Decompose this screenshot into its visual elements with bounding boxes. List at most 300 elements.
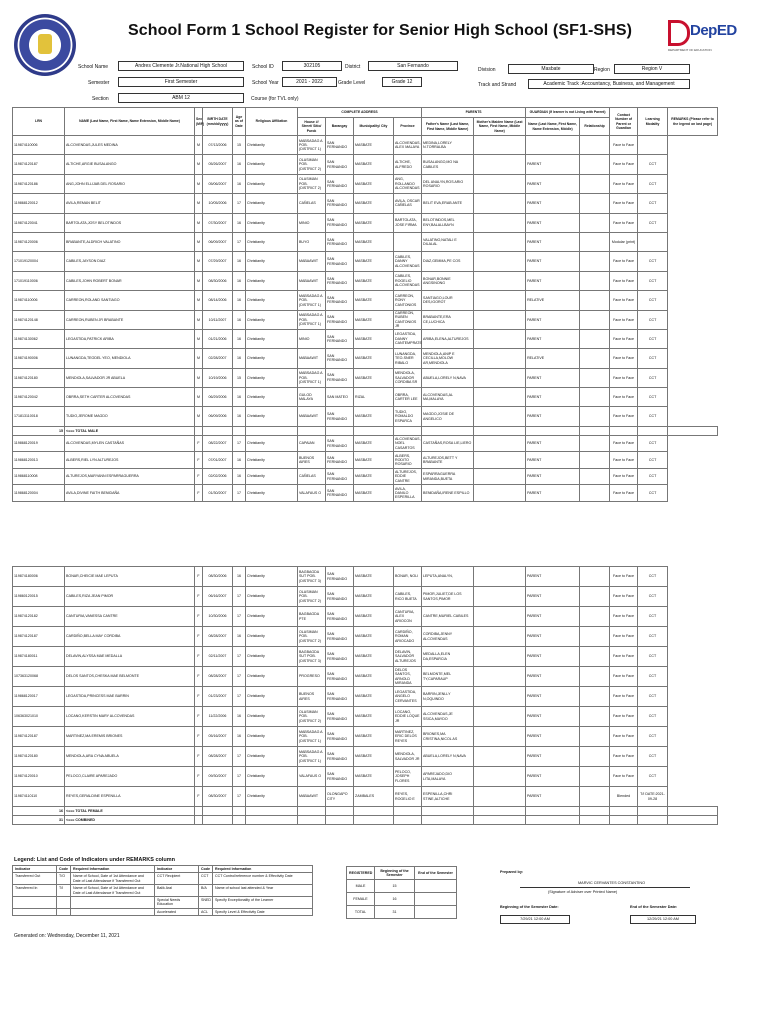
table-cell: 16 <box>233 155 246 174</box>
table-cell: M <box>195 252 203 271</box>
table-cell: 17 <box>233 587 246 607</box>
table-cell: REYES, ROGELIO E <box>394 787 422 807</box>
header-birth-date: BIRTH DATE (mm/dd/yyyy) <box>203 108 233 136</box>
table-cell: LEGASTIDA, ANGELO CERVANTES <box>394 687 422 707</box>
table-cell: M <box>195 368 203 387</box>
page-title: School Form 1 School Register for Senior High School (SF1-SHS) <box>128 22 633 39</box>
table-cell: MASBATE <box>354 727 394 747</box>
table-cell: 171813110018 <box>13 407 65 426</box>
table-cell <box>580 310 610 329</box>
table-row <box>13 767 718 787</box>
table-cell: MASBATE <box>354 747 394 767</box>
table-cell <box>474 368 526 387</box>
table-cell <box>474 727 526 747</box>
table-cell: Face to Face <box>610 767 638 787</box>
table-cell: ABUELA,LORELY N,NAVA <box>422 747 474 767</box>
table-cell: CANTURIA,VANESSA CANTRE <box>65 607 195 627</box>
table-cell: RELATIVE <box>526 291 580 310</box>
table-cell: 119868120013 <box>13 452 65 469</box>
table-cell: PARENT <box>526 271 580 290</box>
section-field[interactable]: ABM 12 <box>118 93 244 103</box>
table-cell: CCT <box>638 194 668 213</box>
header-lrn: LRN <box>13 108 65 136</box>
table-cell: 08/30/2007 <box>203 787 233 807</box>
table-cell: LUNANGDA, TEO-SNER RIBALO <box>394 349 422 368</box>
table-cell: MASBATE <box>354 310 394 329</box>
district-label: District <box>345 64 361 70</box>
table-cell: Christianity <box>246 407 298 426</box>
count-cell: FEMALE <box>347 893 375 906</box>
table-cell: Christianity <box>246 271 298 290</box>
table-cell: CCT <box>638 349 668 368</box>
table-cell: Christianity <box>246 310 298 329</box>
course-label: Course (for TVL only) <box>251 96 299 102</box>
table-cell: MASBATE <box>354 174 394 193</box>
generated-on: Generated on: Wednesday, December 11, 2021 <box>14 933 120 939</box>
table-cell: SAN FERNANDO <box>326 647 354 667</box>
legend-cell: Specify Level & Effectivity Date <box>213 908 313 915</box>
table-cell: MENDIOLA,ANIP E CECILLA,MOLOW AR,MENDIOLA <box>422 349 474 368</box>
table-cell: MABSADAG A POB. (DISTRICT 1) <box>298 310 326 329</box>
table-cell <box>474 329 526 348</box>
table-cell: Christianity <box>246 747 298 767</box>
table-cell: PELOCO,CLAIRE APAREJADO <box>65 767 195 787</box>
table-cell: SAN FERNANDO <box>326 747 354 767</box>
table-cell: AVILA, OSCAR CAÑELAS <box>394 194 422 213</box>
table-cell: Face to Face <box>610 271 638 290</box>
table-cell: SAN FERNANDO <box>326 485 354 502</box>
table-cell: 10/11/2007 <box>203 310 233 329</box>
table-cell: F <box>195 435 203 452</box>
table-row <box>13 329 718 348</box>
total-combined-row-count: 31 <box>13 816 65 825</box>
school-year-field[interactable]: 2021 - 2022 <box>282 77 337 87</box>
table-row <box>13 687 718 707</box>
table-cell: Christianity <box>246 767 298 787</box>
table-cell: BAGBAGDA SUT POB. (DISTRICT 3) <box>298 567 326 587</box>
table-cell: Christianity <box>246 232 298 251</box>
table-cell: Christianity <box>246 468 298 485</box>
total-male-row-label: <=== TOTAL MALE <box>65 426 195 435</box>
table-cell: 07/13/2006 <box>203 136 233 155</box>
table-cell: MABAAWIT <box>298 252 326 271</box>
table-cell <box>474 174 526 193</box>
table-cell <box>638 136 668 155</box>
enrollment-count-table <box>346 866 457 919</box>
table-cell: ALCOVENDAS,MYLEN CASTAÑAS <box>65 435 195 452</box>
table-cell: F <box>195 727 203 747</box>
table-cell <box>474 349 526 368</box>
legend-header-cell: Indicator <box>13 866 57 873</box>
table-row <box>13 707 718 727</box>
table-cell: DELOS SANTOS, ARNOLD MIRANDA <box>394 667 422 687</box>
legend-cell <box>13 897 57 909</box>
table-cell <box>580 747 610 767</box>
table-cell <box>474 252 526 271</box>
section-label: Section <box>92 96 109 102</box>
table-cell: PARENT <box>526 213 580 232</box>
table-cell: MASBATE <box>354 452 394 469</box>
table-cell: Christianity <box>246 607 298 627</box>
table-cell: ALCOVENDAS,JULES MEDINA <box>65 136 195 155</box>
legend-cell: Balik Aral <box>155 885 199 897</box>
table-cell: 06/29/2006 <box>203 388 233 407</box>
legend-cell: SNED <box>199 897 213 909</box>
table-cell: 119874120187 <box>13 727 65 747</box>
table-cell <box>474 291 526 310</box>
table-cell <box>474 155 526 174</box>
table-cell: PELOCO, JOSEPH FLORES <box>394 767 422 787</box>
header-name: NAME (Last Name, First Name, Name Extension, Middle Name) <box>65 108 195 136</box>
count-cell: MALE <box>347 880 375 893</box>
table-cell: BUENOS AIRES <box>298 452 326 469</box>
table-cell: 08/28/2007 <box>203 747 233 767</box>
table-cell: 17 <box>233 667 246 687</box>
table-cell: Face to Face <box>610 587 638 607</box>
table-cell: LEPUTA,ANALYN, <box>422 567 474 587</box>
table-cell: F <box>195 707 203 727</box>
table-cell: MASBATE <box>354 194 394 213</box>
adviser-name: MARVIC CERVANTES CONSTANTINO <box>578 881 646 885</box>
table-cell: 01/23/2007 <box>203 687 233 707</box>
region-field[interactable]: Region V <box>614 64 690 74</box>
table-cell: BENIDAÑA,IRENE ESPILLO <box>422 485 474 502</box>
table-row <box>13 368 718 387</box>
table-cell: M <box>195 232 203 251</box>
table-cell: CCT <box>638 174 668 193</box>
table-cell <box>580 435 610 452</box>
table-cell: OLASIMAN POB. (DISTRICT 2) <box>298 707 326 727</box>
table-cell: 16 <box>233 349 246 368</box>
table-cell: 119874120182 <box>13 607 65 627</box>
table-cell: 17 <box>233 435 246 452</box>
table-cell: LEGASTIDA, DANNY CANTEMPRATE <box>394 329 422 348</box>
deped-logo <box>668 18 737 52</box>
table-cell: 17 <box>233 607 246 627</box>
table-cell: BAGBAGDA PTE <box>298 607 326 627</box>
table-cell: Face to Face <box>610 388 638 407</box>
table-cell: ALTICHE, ALFREDO <box>394 155 422 174</box>
table-cell: OLONGAPO CITY <box>326 787 354 807</box>
table-cell: Christianity <box>246 174 298 193</box>
table-cell: SAN FERNANDO <box>326 707 354 727</box>
table-cell: BAGBAGDA SUT POB. (DISTRICT 3) <box>298 647 326 667</box>
table-cell <box>580 329 610 348</box>
table-cell: LEGASTIDA,PATRICK ARIBA <box>65 329 195 348</box>
beginning-date-field[interactable]: 7/29/21 12:00 AM <box>500 915 570 924</box>
total-combined-row <box>13 816 718 825</box>
table-cell: Face to Face <box>610 194 638 213</box>
end-date-field[interactable]: 12/29/21 12:00 AM <box>630 915 696 924</box>
table-row <box>13 627 718 647</box>
table-cell: ABUELA,LORELY N,NAVA <box>422 368 474 387</box>
table-cell: MASBATE <box>354 213 394 232</box>
table-cell <box>580 174 610 193</box>
track-strand-label: Track and Strand <box>478 82 517 88</box>
table-cell <box>474 607 526 627</box>
table-cell: CABILES, DANNY ALCOVENDAS <box>394 252 422 271</box>
table-cell: PARENT <box>526 174 580 193</box>
table-cell: F <box>195 607 203 627</box>
table-cell: CCT <box>638 468 668 485</box>
table-cell: M <box>195 213 203 232</box>
table-cell: MABSADAG A POB. (DISTRICT 1) <box>298 727 326 747</box>
table-cell: MASBATE <box>354 468 394 485</box>
table-cell: CCT <box>638 647 668 667</box>
table-cell: SAN FERNANDO <box>326 567 354 587</box>
table-cell: 106363021010 <box>13 707 65 727</box>
table-cell: M <box>195 136 203 155</box>
table-cell: CCT <box>638 707 668 727</box>
total-female-row <box>13 807 718 816</box>
table-cell: 11/22/2006 <box>203 707 233 727</box>
table-row <box>13 667 718 687</box>
table-cell <box>580 627 610 647</box>
legend-cell: Special Needs Education <box>155 897 199 909</box>
table-cell: MASBATE <box>354 647 394 667</box>
table-cell: SAN FERNANDO <box>326 727 354 747</box>
table-cell: Face to Face <box>610 607 638 627</box>
table-cell: Christianity <box>246 155 298 174</box>
table-cell: MASBATE <box>354 607 394 627</box>
table-cell <box>580 647 610 667</box>
table-cell: PARENT <box>526 407 580 426</box>
table-cell: 119868120019 <box>13 435 65 452</box>
table-cell <box>580 213 610 232</box>
table-cell: F <box>195 747 203 767</box>
table-cell: PARENT <box>526 452 580 469</box>
table-cell: 07/30/2007 <box>203 213 233 232</box>
table-cell: SAN FERNANDO <box>326 407 354 426</box>
table-cell: 17 <box>233 687 246 707</box>
table-cell <box>474 667 526 687</box>
form-header <box>0 0 768 115</box>
table-cell: M <box>195 388 203 407</box>
table-cell: Face to Face <box>610 485 638 502</box>
table-cell: SAN FERNANDO <box>326 435 354 452</box>
table-cell: Christianity <box>246 452 298 469</box>
table-cell <box>474 787 526 807</box>
table-cell: BARTOLATA, JOSE FIRMA <box>394 213 422 232</box>
table-cell <box>580 787 610 807</box>
table-cell: Christianity <box>246 252 298 271</box>
table-cell: DELOS SANTOS,CHESKA MAE BELMONTE <box>65 667 195 687</box>
table-cell: F <box>195 787 203 807</box>
table-row <box>13 452 718 469</box>
table-cell: ZAMBALES <box>354 787 394 807</box>
table-cell: 119874130062 <box>13 329 65 348</box>
table-cell: 119860120015 <box>13 587 65 607</box>
table-cell: CARDIÑO, ROMAN ARIOCADO <box>394 627 422 647</box>
table-cell: 15 <box>233 136 246 155</box>
table-cell: Christianity <box>246 667 298 687</box>
table-cell: 07/01/2007 <box>203 452 233 469</box>
table-cell: VALAFAUS O <box>298 485 326 502</box>
table-cell: M <box>195 194 203 213</box>
table-row <box>13 727 718 747</box>
table-cell: Face to Face <box>610 667 638 687</box>
table-cell: 10/30/2006 <box>203 607 233 627</box>
deped-logo-caption: DEPARTMENT OF EDUCATION <box>668 48 712 52</box>
table-cell: CABILES, RICO BUETA <box>394 587 422 607</box>
table-cell: ALTICHE,ARGIE BUSALANGO <box>65 155 195 174</box>
table-cell: 107363120068 <box>13 667 65 687</box>
table-cell: 05/16/2007 <box>203 727 233 747</box>
table-cell: 08/30/2006 <box>203 271 233 290</box>
table-cell: 17 <box>233 232 246 251</box>
school-id-field[interactable]: 302105 <box>282 61 342 71</box>
table-cell: Face to Face <box>610 647 638 667</box>
table-row <box>13 747 718 767</box>
table-cell <box>474 627 526 647</box>
legend-cell: Name of school last attended & Year <box>213 885 313 897</box>
legend-cell: Transferred Out <box>13 873 57 885</box>
table-cell: CCT <box>638 567 668 587</box>
table-cell <box>580 707 610 727</box>
semester-field[interactable]: First Semester <box>118 77 244 87</box>
table-cell <box>580 291 610 310</box>
table-cell <box>474 136 526 155</box>
table-cell: RELATIVE <box>526 349 580 368</box>
table-cell: CCT <box>638 310 668 329</box>
table-cell: Christianity <box>246 194 298 213</box>
legend-row <box>13 885 313 897</box>
table-cell: F <box>195 667 203 687</box>
legend-row <box>13 873 313 885</box>
table-cell <box>474 388 526 407</box>
table-cell: 15 <box>233 368 246 387</box>
table-cell: 119874120187 <box>13 627 65 647</box>
table-cell: CCT <box>638 627 668 647</box>
table-cell: 17 <box>233 647 246 667</box>
legend-row <box>13 897 313 909</box>
table-cell <box>580 587 610 607</box>
table-cell: 16 <box>233 388 246 407</box>
table-cell: 119874120186 <box>13 174 65 193</box>
table-cell: 16 <box>233 174 246 193</box>
table-cell: MAGDO,JOSIE DE ANGELICO <box>422 407 474 426</box>
table-cell <box>580 368 610 387</box>
table-cell: 17 <box>233 747 246 767</box>
table-cell: ALCOVENDAS,JE SSICA,MAYDO <box>422 707 474 727</box>
table-cell: M <box>195 349 203 368</box>
table-cell: Christianity <box>246 787 298 807</box>
deped-logo-text: DepED <box>690 22 737 39</box>
table-cell: CAÑELAS <box>298 468 326 485</box>
table-cell <box>580 136 610 155</box>
table-cell: 06/09/2006 <box>203 407 233 426</box>
table-row <box>13 136 718 155</box>
school-name-field[interactable]: Andres Clemente Jr.National High School <box>118 61 244 71</box>
register-table-continued <box>12 566 718 825</box>
division-field[interactable]: Masbate <box>508 64 594 74</box>
table-cell: MASBATE <box>354 252 394 271</box>
table-cell <box>474 213 526 232</box>
table-cell <box>580 388 610 407</box>
grade-level-field[interactable]: Grade 12 <box>382 77 422 87</box>
legend-cell <box>57 908 71 915</box>
table-cell: Face to Face <box>610 567 638 587</box>
table-row <box>13 787 718 807</box>
table-cell: SAN FERNANDO <box>326 767 354 787</box>
table-cell: PROGRESO <box>298 667 326 687</box>
table-cell: Face to Face <box>610 368 638 387</box>
table-cell: CCT <box>638 727 668 747</box>
count-header-cell: Beginning of the Semester <box>375 867 415 880</box>
table-cell <box>580 468 610 485</box>
table-cell: 07/29/2007 <box>203 252 233 271</box>
legend-cell: Accelerated <box>155 908 199 915</box>
table-row <box>13 155 718 174</box>
table-cell: BELMONTE,MEL TY,CAPARAUP <box>422 667 474 687</box>
table-row <box>13 252 718 271</box>
semester-label: Semester <box>88 80 110 86</box>
table-cell: 119874190006 <box>13 349 65 368</box>
table-cell: MASBATE <box>354 232 394 251</box>
legend-row <box>13 908 313 915</box>
table-cell: VALAFAUS O <box>298 767 326 787</box>
track-strand-field[interactable]: Academic Track :Accountancy, Business, and Management <box>528 79 690 89</box>
table-row <box>13 174 718 193</box>
header-father: Father's Name (Last Name, First Name, Middle Name) <box>422 118 474 136</box>
table-cell: F <box>195 485 203 502</box>
legend-cell <box>13 908 57 915</box>
header-religion: Religious Affiliation <box>246 108 298 136</box>
table-cell: SAN FERNANDO <box>326 291 354 310</box>
table-cell: 119874110006 <box>13 291 65 310</box>
table-cell: SAN FERNANDO <box>326 310 354 329</box>
table-cell: OLASIMAN POB. (DISTRICT 2) <box>298 155 326 174</box>
legend-cell: CCT <box>199 873 213 885</box>
table-cell: 16 <box>233 271 246 290</box>
district-field[interactable]: San Fernando <box>368 61 458 71</box>
table-cell: PARENT <box>526 194 580 213</box>
legend-cell: CCT Recipient <box>155 873 199 885</box>
total-female-row-count: 16 <box>13 807 65 816</box>
table-cell: SAN FERNANDO <box>326 667 354 687</box>
table-cell: BUENOS AIRES <box>298 687 326 707</box>
table-cell: BONAR,CHEICIE MAE LEPUTA <box>65 567 195 587</box>
table-cell: MASBATE <box>354 291 394 310</box>
table-cell: 08/28/2007 <box>203 667 233 687</box>
table-cell: MASBATE <box>354 407 394 426</box>
table-cell: ALBERS, RODITO ROSARIO <box>394 452 422 469</box>
table-cell: ALTUREJOS, EDDIE CANTRE <box>394 468 422 485</box>
table-cell: 06/16/2007 <box>203 587 233 607</box>
table-cell: AVILA,DIVINE FAITH BENIDAÑA <box>65 485 195 502</box>
table-cell: CANTURIA, ALEX ARIOCON <box>394 607 422 627</box>
legend-cell: B/A <box>199 885 213 897</box>
count-header-cell: End of the Semester <box>415 867 457 880</box>
table-cell: CCT <box>638 155 668 174</box>
table-cell: MABAAWIT <box>298 787 326 807</box>
table-cell: 16 <box>233 452 246 469</box>
table-cell: DIAZ,GEMMA,PE COS <box>422 252 474 271</box>
table-cell: MASBATE <box>354 136 394 155</box>
table-cell: 05/06/2007 <box>203 174 233 193</box>
table-cell <box>580 407 610 426</box>
table-cell: Face to Face <box>610 627 638 647</box>
table-cell: MASBATE <box>354 329 394 348</box>
prepared-by-label: Prepared by: <box>500 870 524 874</box>
table-cell: Christianity <box>246 435 298 452</box>
legend-cell: Name of School, Date of 1st Attendance and Date of Last Attendance if Transferred Out <box>71 873 155 885</box>
table-cell: 08/30/2006 <box>203 567 233 587</box>
table-cell: F <box>195 468 203 485</box>
table-cell: CCT <box>638 252 668 271</box>
signature-line <box>520 887 690 888</box>
table-cell <box>580 567 610 587</box>
